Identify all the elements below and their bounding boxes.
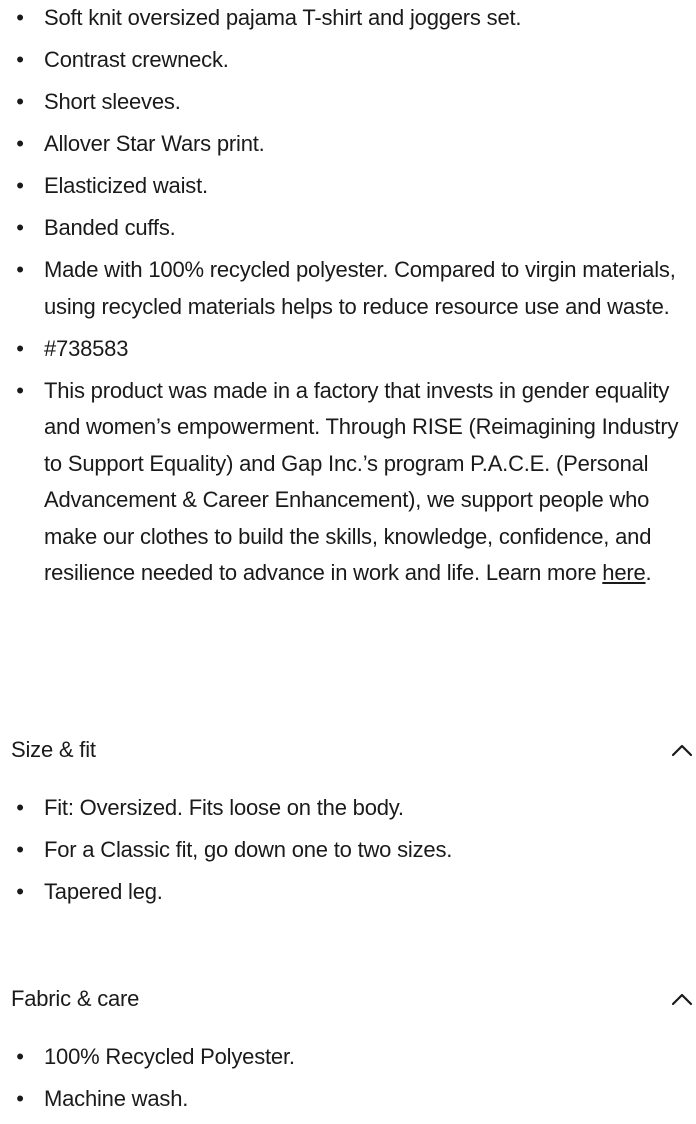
list-item [0, 874, 696, 911]
list-item-text: Short sleeves. [44, 89, 181, 114]
bullet: • [16, 377, 24, 403]
section-title: Size & fit [11, 737, 96, 762]
list-item [0, 210, 696, 247]
list-item-rise [0, 373, 696, 592]
list-item [0, 790, 696, 827]
bullet: • [16, 131, 24, 156]
size-fit-list [0, 790, 696, 916]
fabric-care-list [0, 1039, 696, 1123]
list-item-text: Tapered leg. [44, 879, 163, 904]
list-item [0, 252, 696, 325]
size-fit-section-toggle[interactable] [0, 730, 696, 770]
bullet: • [16, 47, 24, 72]
list-item-text: Made with 100% recycled polyester. Compared to virgin materials, using recycled materials helps to reduce resource use and waste. [44, 257, 676, 319]
rise-text: This product was made in a factory that invests in gender equality and women’s empowerment. Through RISE (Reimagining Industry to Support Equality) and Gap Inc.’s program P.A.C.E. (Personal Advancement & Career Enhancement), we support people who make our clothes to build the skills, knowledge, confidence, and resilience needed to advance in work and life. Learn more [44, 377, 679, 585]
list-item-text: 100% Recycled Polyester. [44, 1044, 295, 1069]
product-number: #738583 [44, 335, 129, 361]
bullet: • [16, 257, 24, 282]
list-item [0, 1081, 696, 1118]
bullet: • [16, 837, 24, 862]
section-title: Fabric & care [11, 986, 140, 1011]
list-item-text: Allover Star Wars print. [44, 131, 265, 156]
bullet: • [16, 879, 24, 904]
bullet: • [16, 335, 24, 361]
list-item [0, 168, 696, 205]
list-item [0, 832, 696, 869]
list-item [0, 331, 696, 368]
chevron-up-icon [670, 987, 694, 1011]
rise-period: . [645, 560, 652, 585]
bullet: • [16, 89, 24, 114]
bullet: • [16, 5, 24, 30]
bullet: • [16, 215, 24, 240]
list-item [0, 0, 696, 37]
list-item-text: Soft knit oversized pajama T-shirt and joggers set. [44, 5, 522, 30]
list-item-text: Contrast crewneck. [44, 47, 229, 72]
list-item-text: Machine wash. [44, 1086, 189, 1111]
learn-more-link[interactable]: here [602, 560, 646, 585]
fabric-care-section-toggle[interactable] [0, 979, 696, 1019]
bullet: • [16, 173, 24, 198]
list-item [0, 1039, 696, 1076]
list-item [0, 126, 696, 163]
bullet: • [16, 1044, 24, 1069]
list-item [0, 84, 696, 121]
list-item-text: Banded cuffs. [44, 215, 176, 240]
bullet: • [16, 795, 24, 820]
list-item [0, 42, 696, 79]
list-item-text: For a Classic fit, go down one to two sizes. [44, 837, 453, 862]
bullet: • [16, 1086, 24, 1111]
list-item-text: Elasticized waist. [44, 173, 208, 198]
list-item-text: Fit: Oversized. Fits loose on the body. [44, 795, 404, 820]
chevron-up-icon [670, 738, 694, 762]
